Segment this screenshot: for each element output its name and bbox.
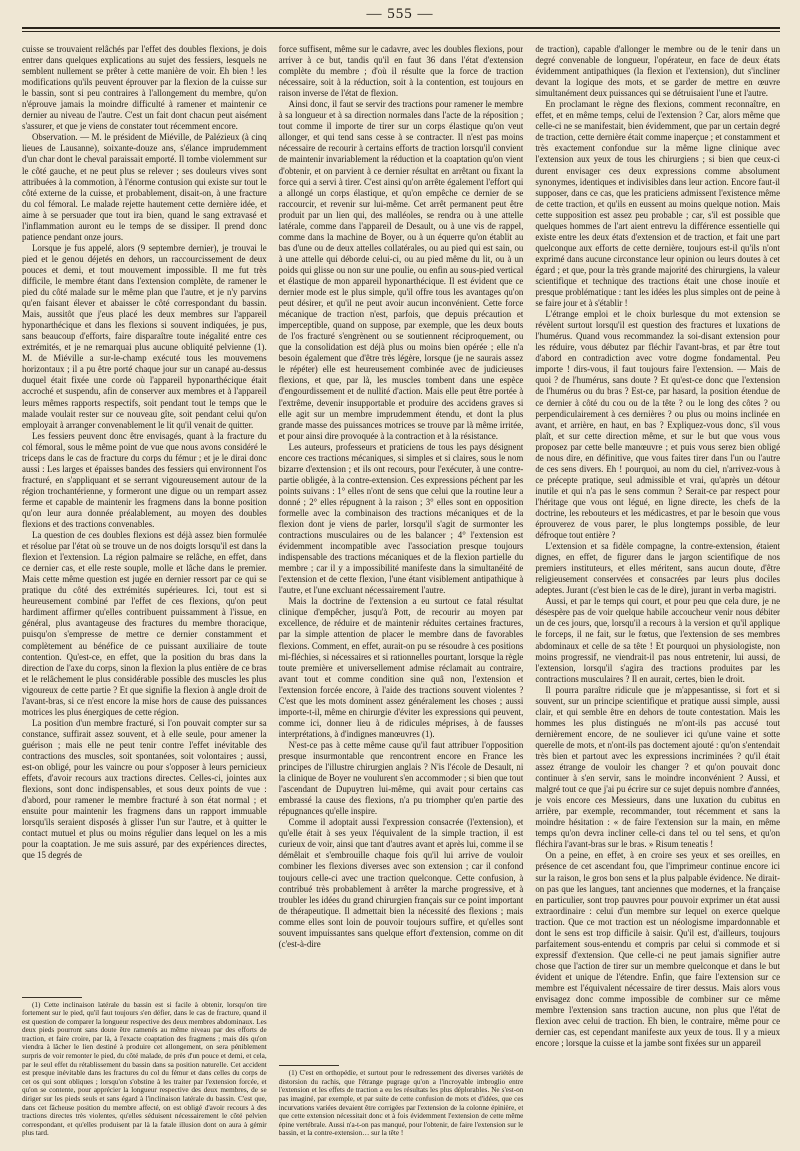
paragraph: On a peine, en effet, à en croire ses yeux et ses oreilles, en présence de cet ascendant fou, que l'imprimeur continue encore ici sur la raison, le gros bon sens et la plus palpable évidence. Ne dirait-on pas que les langues, tant anciennes que modernes, et la française en particulier, sont trop pauvres pour pouvoir exprimer un état aussi extraordinaire : celui d'un membre sur lequel on exerce quelque traction. Que ce mot traction est un néologisme impardonnable et dont le sens est trop difficile à saisir. Qu'il est, d'ailleurs, toujours parfaitement sous-entendu et compris par celui si commode et si expressif d'extension. Que celle-ci ne peut jamais signifier autre chose que l'action de tirer sur un membre quelconque et dans le but évident et unique de l'étendre. Enfin, que faire l'extension sur ce membre est l'équivalent nécessaire de tirer dessus. Mais alors vous envisagez donc comme impossible de combiner sur ce même membre l'extension sans traction aucune, non plus que l'état de flexion avec celui de traction. Eh bien, le contraire, même pour ce dernier cas, est cependant manifeste aux yeux de tous. Il y a mieux encore ; lorsque la cuisse et la jambe sont fixées sur un appareil [535, 850, 781, 1049]
paragraph: cuisse se trouvaient relâchés par l'effet des doubles flexions, je dois entrer dans quelques explications au sujet des fessiers, lesquels ne semblent nullement se prêter à cette manière de voir. Eh bien ! les modifications qu'ils peuvent éprouver par la flexion de la cuisse sur le bassin, sont si peu contraires à l'allongement du membre, qu'on n'éprouve jamais la moindre difficulté à ramener et maintenir ce dernier au niveau de l'autre. C'est un fait dont chacun peut aisément s'assurer, et que je viens de constater tout récemment encore. [22, 44, 267, 132]
footnote: (1) Cette inclinaison latérale du bassin est si facile à obtenir, lorsqu'on tire fortement sur le pied, qu'il faut toujours s'en défier, dans le cas de fracture, quand il est question de comparer la longueur respective des deux membres abdominaux. Les deux pieds pourront sans doute être ramenés au même niveau par des efforts de traction, et faire croire, par là, à l'exacte coaptation des fragmens ; mais dès qu'on viendra à lâcher le lien destiné à produire cet allongement, on sera péniblement surpris de voir remonter le pied, du côté malade, de près d'un pouce et demi, et cela, par le seul effet du rétablissement du bassin dans sa position naturelle. Cet accident est presque inévitable dans les fractures du col du fémur et dans celles du corps de cet os qui sont obliques ; lorsqu'on s'obstine à les traiter par l'extension forcée, et qu'on se contente, pour apprécier la longueur respective des deux membres, de se diriger sur les pieds seuls et sans égard à l'inclinaison latérale du bassin. C'est que, dans cet fâcheuse position du membre affecté, on est obligé d'avoir recours à des tractions directes très violentes, qu'elles séduisent nécessairement le côté pelvien correspondant, et qu'elles produisent par là la fatale illusion dont on aura à gémir plus tard. [22, 1000, 267, 1138]
column-2 [279, 44, 524, 1144]
paragraph: N'est-ce pas à cette même cause qu'il faut attribuer l'opposition presque insurmontable que rencontrent encore en France les principes de l'illustre chirurgien anglais ? N'is l'école de Desault, ni la clinique de Boyer ne voulurent s'en accommoder ; si bien que tout l'ascendant de Dupuytren lui-même, qui avait pour certains cas embrassé la cause des flexions, n'a pu triompher qu'en partie des répugnances qu'elle inspire. [278, 739, 524, 817]
paragraph: Lorsque je fus appelé, alors (9 septembre dernier), je trouvai le pied et le genou déjetés en dehors, un raccourcissement de deux pouces et demi, et tout mouvement impossible. Il me fut très difficile, le membre étant dans l'extension complète, de ramener le pied du côté malade sur le même plan que l'autre, et je n'y parvins qu'en faisant élever et abaisser le côté correspondant du bassin. Mais, aussitôt que j'eus placé les deux membres sur l'appareil hyponarthécique et dans les flexions si souvent indiquées, je pus, sans beaucoup d'efforts, faire disparaître toute inégalité entre ces extrémités, et je ne remarquai plus aucune obliquité pelvienne (1). M. de Miéville a sur-le-champ exécuté tous les mouvemens horizontaux ; il a pu être porté chaque jour sur un canapé au-dessus duquel était fixée une corde où l'appareil hyponarthécique était accroché et suspendu, afin de conserver aux membres et à l'appareil leurs mêmes rapports respectifs, soit pendant tout le temps que le malade voulait rester sur ce nouveau gîte, soit pendant celui qu'on employait à arranger convenablement le lit qu'il venait de quitter. [22, 242, 267, 430]
paragraph: Il pourra paraître ridicule que je m'appesantisse, si fort et si souvent, sur un principe scientifique et pratique aussi simple, aussi clair, et qui semble être en dehors de toute contestation. Mais les hommes les plus distingués ne m'ont-ils pas accusé tout dernièrement encore, de ne souliever ici qu'une vaine et sotte querelle de mots, et n'ont-ils pas doctement ajouté : qu'on s'entendait très bien et partout avec les expressions incriminées ? qu'il était assez étrange de vouloir les changer ? et qu'on pouvait donc continuer à s'en servir, sans le moindre inconvénient ? Aussi, et malgré tout ce que j'ai pu écrire sur ce sujet depuis nombre d'années, je vois encore ces Messieurs, dans une luxation du cubitus en arrière, par exemple, recommander, tout récemment et sans la moindre hésitation : « de faire l'extension sur la main, en même temps qu'on devra incliner celle-ci dans tel ou tel sens, et qu'on fléchira l'avant-bras sur le bras. » Risum teneatis ! [535, 684, 781, 850]
column-3-body [535, 44, 780, 1049]
paragraph: L'extension et sa fidèle compagne, la contre-extension, étaient dignes, en effet, de figurer dans le jargon scientifique de nos premiers instituteurs, et elles méritent, sans aucun doute, d'être religieusement conservées et consacrées par leurs plus dociles adeptes. Jurant (c'est bien le cas de le dire), jurant in verba magistri. [535, 541, 781, 596]
paragraph: Les fessiers peuvent donc être envisagés, quant à la fracture du col fémoral, sous le même point de vue que nous avons considéré le triceps dans le cas de fracture du corps du fémur ; et je le dirai donc aussi : Les larges et épaisses bandes des fessiers qui environnent l'os fracturé, en s'appliquant et se serrant vigoureusement autour de la région trochantérienne, y formeront une digue ou un rempart assez ferme et capable de maintenir les fragmens dans la bonne position qu'on leur aura donnée préalablement, au moyen des doubles flexions et des tractions convenables. [22, 430, 267, 530]
paragraph: de traction), capable d'allonger le membre ou de le tenir dans un degré convenable de longueur, l'opérateur, en face de deux états évidemment antipathiques (la flexion et l'extension), dut s'incliner devant la logique des mots, et se garder de mettre en œuvre simultanément deux puissances qui se détruisaient l'une et l'autre. [535, 44, 781, 99]
paragraph: Aussi, et par le temps qui court, et pour peu que cela dure, je ne désespère pas de voir quelque habile accoucheur venir nous débiter un de ces jours, que, lorsqu'il a recours à la version et qu'il applique le forceps, il ne fait, sur le fœtus, que l'extension de ses membres abdominaux et celle de sa tête ! Et pourquoi un physiologiste, non moins progressif, ne viendrait-il pas nous entretenir, lui aussi, de l'extension, lorsqu'il s'agira des tractions produites par les contractions musculaires ? Il en aurait, certes, bien le droit. [535, 596, 781, 684]
footnote: (1) C'est en orthopédie, et surtout pour le redressement des diverses variétés de distorsion du rachis, que l'étrange pugrage qu'on a l'incroyable imbroglio entre l'extension et les effets de traction a eu les résultats les plus déplorables. Ne s'est-on pas imaginé, par exemple, et par suite de cette confusion de mots et d'idées, que ces incurvations variées devaient être corrigées par l'extension de la colonne épinière, et que cette extension nécessitait donc et à fois évidemment l'extension de cette même épine vertébrale. Aussi n'a-t-on pas manqué, pour l'obtenir, de faire l'extension sur le bassin, et la contre-extension… sur la tête ! [278, 1069, 524, 1138]
paragraph: La question de ces doubles flexions est déjà assez bien formulée et résolue par l'état où se trouve un de nos doigts lorsqu'il est dans la flexion et l'extension. La région palmaire se relâche, en effet, dans ce dernier cas, et elle reste souple, molle et lâche dans le premier. Mais cette même question est jugée en dernier ressort par ce qui se pratique du côté des extrémités supérieures. Ici, tout est si heureusement combiné par l'effet de ces flexions, qu'on peut hardiment affirmer qu'elles contribuent puissamment à l'issue, en général, plus avantageuse des fractures du membre thoracique, puisqu'on s'empresse de mettre ce dernier constamment et complètement au bénéfice de ce puissant auxiliaire de toute contention. Qu'est-ce, en effet, que la position du bras dans la direction de l'axe du corps, sinon la flexion la plus entière de ce bras et le relâchement le plus considérable possible des muscles les plus vigoureux de cette partie ? Et que signifie la flexion à angle droit de l'avant-bras, si ce n'est encore la mise hors de cause des puissances motrices les plus énergiques de cette région. [22, 530, 267, 717]
column-3 [535, 44, 780, 1144]
paragraph: force suffisent, même sur le cadavre, avec les doubles flexions, pour arriver à ce but, tandis qu'il en faut 36 dans l'état d'extension complète du membre ; d'où il résulte que la force de traction nécessaire, soit à la réduction, soit à la contention, est toujours en raison inverse de l'état de flexion. [278, 44, 524, 99]
paragraph: Observation. — M. le président de Miéville, de Palézieux (à cinq lieues de Lausanne), soixante-douze ans, s'élance imprudemment d'un char dont le cheval paraissait emporté. Il tombe violemment sur le côté gauche, et ne peut plus se relever ; ses douleurs vives sont attribuées à la commotion, à l'énorme contusion qui existe sur tout le côté externe de la cuisse, et probablement, disait-on, à une fracture du col fémoral. Le malade rejette hautement cette dernière idée, et aime à se persuader que tout ira bien, quand le sang extravasé et l'inflammation auront eu le temps de se dissiper. Il prend donc patience pendant onze jours. [22, 132, 267, 242]
column-1 [22, 44, 267, 1144]
footnote-separator [279, 1065, 339, 1066]
paragraph: Comme il adoptait aussi l'expression consacrée (l'extension), et qu'elle était à ses yeux l'équivalent de la simple traction, il est curieux de voir, ainsi que tant d'autres avant et après lui, comme il se démêlait et s'embrouille chaque fois qu'il lui arrive de vouloir combiner les flexions diverses avec son extension ; car il confond toujours celle-ci avec une traction quelconque. Cette confusion, à contribué très probablement à arrêter la marche progressive, et à troubler les idées du grand chirurgien français sur ce point important de thérapeutique. Il admettait bien la nécessité des flexions ; mais comme elles sont loin de pouvoir toujours suffire, et qu'elles sont souvent impuissantes sans quelque effort d'extension, comme on dit (c'est-à-dire [278, 817, 524, 949]
header-rule [22, 27, 780, 32]
page-number: — 555 — [366, 6, 434, 22]
paragraph: En proclamant le règne des flexions, comment reconnaître, en effet, et en même temps, celui de l'extension ? Car, alors même que celle-ci ne se manifestait, bien évidemment, que par un certain degré de traction, cette dernière était comme inaperçue ; et constamment et très exactement confondue sur la même ligne clinique avec l'extension aux yeux de tous les chirurgiens ; si bien que ceux-ci durent envisager ces deux expressions comme absolument synonymes, identiques et indivisibles dans leur action. Encore faut-il supposer, dans ce cas, que les praticiens admissent l'existence même de cette traction, et qu'ils en eussent au moins quelque notion. Mais cette supposition est assez peu probable ; car, s'il est possible que quelques hommes de l'art aient entrevu la différence essentielle qui existe entre les deux états d'extension et de traction, et fait une part quelconque aux efforts de cette dernière, toujours est-il qu'ils n'ont exprimé dans aucune circonstance leur opinion ou leurs doutes à cet égard ; et que, pour la très grande majorité des chirurgiens, la valeur scientifique et technique des tractions était une chose inouïe et presque problématique : tant les idées les plus simples ont de peine à se faire jour et à s'établir ! [535, 99, 781, 309]
footnote-separator [22, 997, 82, 998]
paragraph: La position d'un membre fracturé, si l'on pouvait compter sur sa constance, suffirait assez souvent, et à elle seule, pour amener la guérison ; mais elle ne peut tenir contre l'effet inévitable des contractions des muscles, soit spontanées, soit volontaires ; aussi, est-on obligé, pour les vaincre ou pour s'opposer à leurs pernicieux effets, d'avoir recours aux tractions directes. Celles-ci, jointes aux flexions, sont donc indispensables, et sous deux points de vue : d'abord, pour ramener le membre fracturé à son état normal ; et ensuite pour maintenir les fragmens dans un rapport immuable lorsqu'ils seraient disposés à glisser l'un sur l'autre, et à quitter le contact mutuel et plus ou moins régulier dans lequel on les a mis pour la coaptation. Je me suis assuré, par des expériences directes, que 15 degrés de [22, 717, 267, 861]
paragraph: L'étrange emploi et le choix burlesque du mot extension se révèlent surtout lorsqu'il est question des fractures et luxations de l'humérus. Quand vous recommandez la soi-disant extension pour les réduire, vous débutez par fléchir l'avant-bras, et par être tout d'abord en contradiction avec votre dogme fondamental. Peu importe ! dirs-vous, il faut toujours faire l'extension. — Mais de quoi ? de l'humérus, sans doute ? Et qu'est-ce donc que l'extension de l'humérus ou du bras ? Est-ce, par hasard, la position étendue de ce dernier à côté du cou ou de la tête ? ou le long des côtes ? ou perpendiculairement à ces dernières ? ou plus ou moins inclinée en avant, et arrière, en haut, en bas ? Expliquez-vous donc, s'il vous plaît, et sur cette direction même, et sur le but que vous vous proposez par cette belle manœuvre ; et puis vous serez bien obligé de nous dire, en définitive, que vous faites tirer dans l'un ou l'autre de ces sens divers. Eh ! pourquoi, au nom du ciel, n'arrivez-vous à ce précepte pratique, seul admissible et vrai, qu'après un détour inutile et qui n'a pas le sens commun ? Serait-ce par respect pour l'héritage que vous ont légué, en ligne directe, les chefs de la doctrine, les rebouteurs et les médicastres, et par le besoin que vous éprouverez de vous parer, le plus longtemps possible, de leur défroque tout entière ? [535, 309, 781, 541]
column-2-footnotes [279, 1061, 524, 1138]
column-1-footnotes [22, 993, 267, 1139]
paragraph: Les auteurs, professeurs et praticiens de tous les pays désignent encore ces tractions mécaniques, si simples et si claires, sous le nom bizarre d'extension ; et ils ont recours, pour l'exécuter, à une contre-partie obligée, à la contre-extension. Ces expressions péchent par les points suivans : 1° elles n'ont de sens que celui que la routine leur a donné ; 2° elles répugnent à la raison ; 3° elles sont en opposition formelle avec la combinaison des tractions mécaniques et de la flexion dont je viens de parler, lorsqu'il s'agit de surmonter les contractions musculaires ou de les balancer ; 4° l'extension est évidemment incompatible avec l'association presque toujours indispensable des tractions mécaniques et de la flexion partielle du membre ; car il y a impossibilité manifeste dans la simultanéité de l'extension et de cette flexion, l'une étant visiblement antipathique à l'autre, et l'une excluant nécessairement l'autre. [278, 441, 524, 596]
column-1-body [22, 44, 267, 861]
paragraph: Ainsi donc, il faut se servir des tractions pour ramener le membre à sa longueur et à sa direction normales dans l'acte de la réposition ; tout comme il importe de tirer sur un corps élastique qu'on veut allonger, et qui tend sans cesse à se contracter. Il n'est pas moins nécessaire de recourir à certains efforts de traction lorsqu'il convient de maintenir invariablement la réduction et la coaptation qu'on vient d'obtenir, et on parvient à ce dernier résultat en arrêtant ou fixant la force qui a servi à tirer. C'est ainsi qu'on arrête également l'effort qui a allongé un corps élastique, et qu'on empêche ce dernier de se raccourcir, et revenir sur lui-même. Cet arrêt permanent peut être produit par un lien qui, des malléoles, se rendra ou à une attelle latérale, comme dans l'appareil de Desault, ou à une vis de rappel, comme dans la machine de Boyer, ou à un équerre qu'on établit au bas d'une ou de deux attelles collatérales, ou au pied qui est sain, ou à une attelle qui déborde celui-ci, ou au pied même du lit, ou à un poids qui glisse ou non sur une poulie, ou enfin au sous-pied vertical et élastique de mon appareil hyponarthécique. Il est évident que ce dernier mode est le plus simple, qu'il offre tous les avantages qu'on peut désirer, et qu'il ne peut avoir aucun inconvénient. Cette force mécanique de traction n'est, parfois, que depuis précaution et imperceptible, quand on suppose, par exemple, que les deux bouts de l'os fracturé s'engrènent ou se soutiennent réciproquement, ou que la consolidation est déjà plus ou moins bien opérée ; elle n'a besoin également que d'être très légère, lorsque (je ne saurais assez le répéter) elle est heureusement combinée avec de judicieuses flexions, et que, par là, les muscles tombent dans une espèce d'engourdissement et de nullité d'action. Mais elle peut être portée à l'extrême, devenir insupportable et produire des accidens graves si elle agit sur un membre imprudemment étendu, et dont la plus grande masse des puissances motrices se trouve par là même irritée, et pour ainsi dire provoquée à la contraction et à la résistance. [278, 99, 524, 441]
column-2-body [279, 44, 524, 950]
paragraph: Mais la doctrine de l'extension a eu surtout ce fatal résultat clinique d'empêcher, jusqu'à Pott, de recourir au moyen par excellence, de réduire et de maintenir réduites certaines fractures, par la simple attention de placer le membre dans de favorables flexions. Comment, en effet, aurait-on pu se résoudre à ces positions mi-fléchies, si nécessaires et si rationnelles pourtant, lorsque la règle toute première et universellement admise réclamait au contraire, avant tout et comme condition sine quâ non, l'extension et l'extension forcée encore, à l'aide des tractions souvent violentes ? C'est que les mots dominent assez généralement les choses ; aussi importe-t-il, même en chirurgie d'éviter les expressions qui peuvent, comme ici, donner lieu à de ridicules méprises, à de fausses interprétations, à d'indignes manœuvres (1). [278, 596, 524, 739]
text-columns [22, 44, 780, 1144]
